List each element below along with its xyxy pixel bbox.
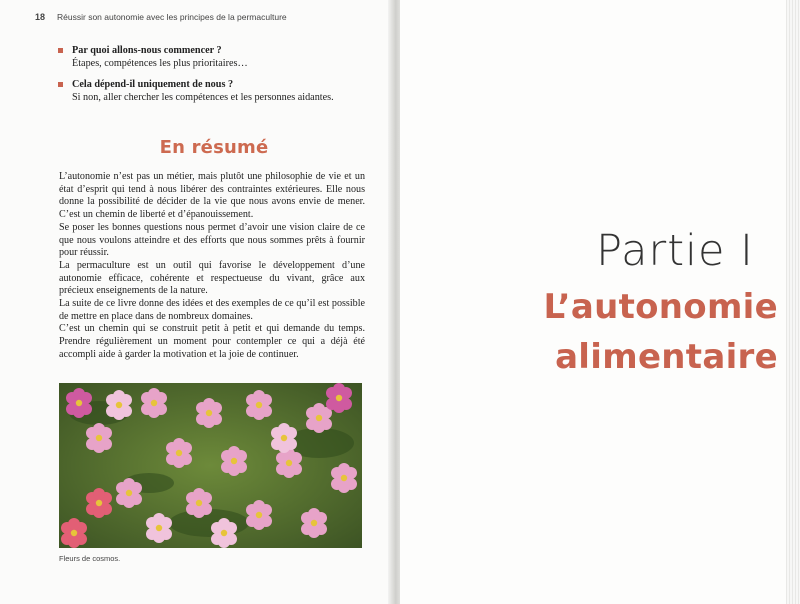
list-item	[58, 44, 368, 70]
part-title-line: alimentaire	[555, 337, 778, 377]
bullet-answer: Si non, aller chercher les compétences et les personnes aidantes.	[72, 92, 334, 103]
running-head-title: Réussir son autonomie avec les principes de la permaculture	[57, 12, 287, 22]
summary-paragraph: La permaculture est un outil qui favorise le développement d’une autonomie efficace, cohérente et respectueuse du vivant, grâce aux précieux enseignements de la nature.	[59, 259, 365, 297]
right-page	[400, 0, 800, 604]
bullet-answer: Étapes, compétences les plus prioritaires…	[72, 58, 248, 69]
running-head	[35, 12, 287, 22]
bullet-question: Cela dépend-il uniquement de nous ?	[72, 79, 234, 90]
bullet-question: Par quoi allons-nous commencer ?	[72, 45, 222, 56]
photo-caption: Fleurs de cosmos.	[59, 554, 121, 563]
section-title: En résumé	[159, 137, 269, 158]
summary-paragraph: C’est un chemin qui se construit petit à petit et qui demande du temps. Prendre régulièrement un moment pour contempler ce qui a déjà été accompli aide à garder la motivation et la joie de continuer.	[59, 323, 365, 360]
question-list	[58, 44, 368, 112]
summary-paragraph: La suite de ce livre donne des idées et des exemples de ce qu’il est possible de mettre en place dans de nombreux domaines.	[59, 298, 365, 322]
part-title-line: L’autonomie	[543, 287, 778, 327]
summary-paragraph: Se poser les bonnes questions nous permet d’avoir une vision claire de ce que nous voulons atteindre et des efforts que nous sommes prêts à fournir pour réussir.	[59, 221, 365, 259]
page-edges	[786, 0, 800, 604]
list-item	[58, 78, 368, 104]
cosmos-flowers-photo	[59, 383, 362, 548]
part-label: Partie I	[596, 226, 754, 276]
bullet-square-icon	[58, 82, 63, 87]
page-number: 18	[35, 12, 46, 22]
summary-paragraph: L’autonomie n’est pas un métier, mais plutôt une philosophie de vie et un état d’esprit qui tend à nous libérer des contraintes extérieures. Elle nous donne la possibilité de décider de la vie que nous avons envie de mener. C’est un chemin de liberté et d’épanouissement.	[59, 171, 365, 221]
summary-text	[59, 171, 365, 362]
left-page	[0, 0, 392, 604]
bullet-square-icon	[58, 48, 63, 53]
part-title	[518, 282, 778, 382]
flower-illustration	[59, 383, 362, 548]
